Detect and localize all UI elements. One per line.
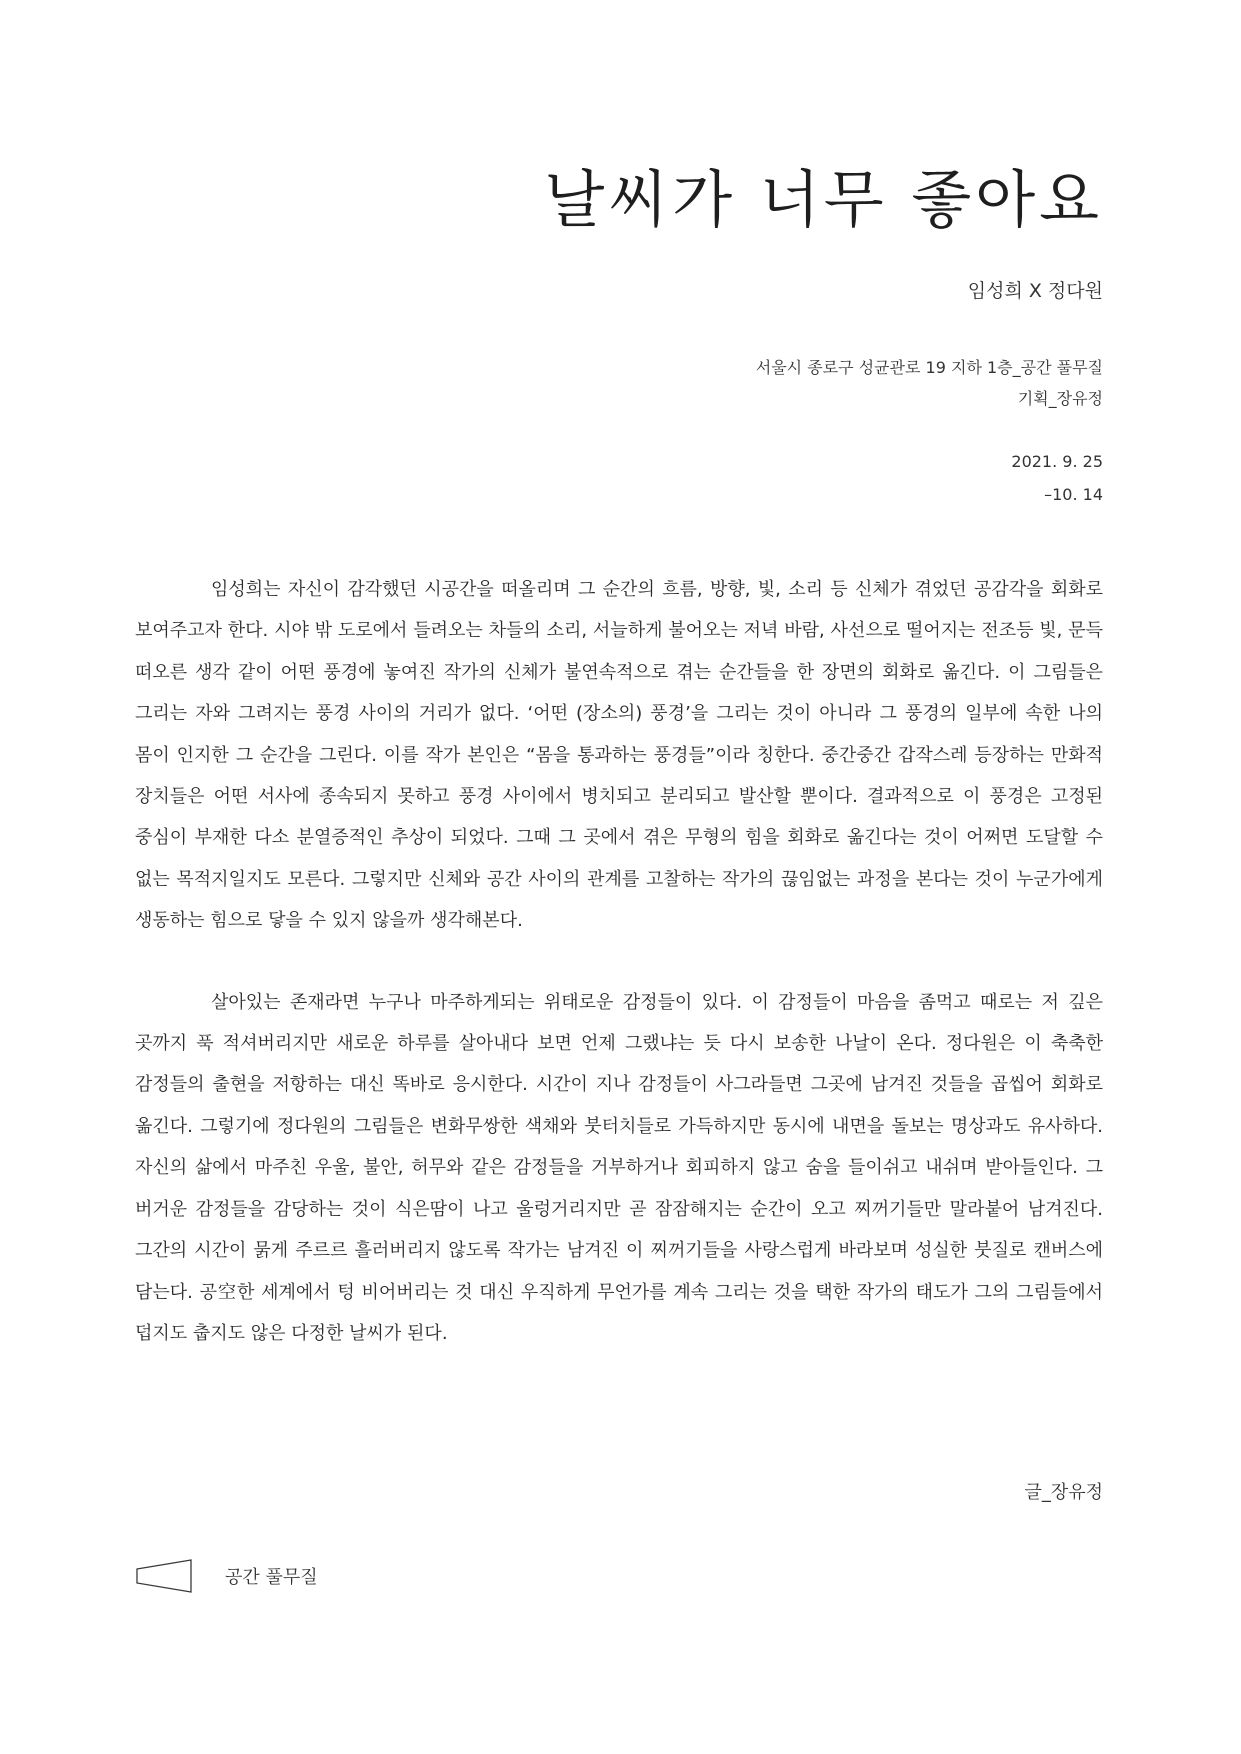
footer-space-name: 공간 풀무질	[225, 1567, 318, 1588]
curator-credit: 기획_장유정	[1017, 389, 1103, 408]
date-start: 2021. 9. 25	[1011, 452, 1103, 471]
page-title: 날씨가 너무 좋아요	[544, 163, 1103, 236]
footer	[135, 1558, 318, 1594]
exhibition-dates	[1011, 445, 1103, 511]
venue-address: 서울시 종로구 성균관로 19 지하 1층_공간 풀무질	[755, 358, 1103, 377]
artists-line: 임성희 X 정다원	[967, 280, 1103, 302]
essay-paragraph: 살아있는 존재라면 누구나 마주하게되는 위태로운 감정들이 있다. 이 감정들이 마음을 좀먹고 때로는 저 깊은 곳까지 푹 적셔버리지만 새로운 하루를 살아내다 보면 언제 그랬냐는 듯 다시 보송한 나날이 온다. 정다원은 이 축축한 감정들의 출현을 저항하는 대신 똑바로 응시한다. 시간이 지나 감정들이 사그라들면 그곳에 남겨진 것들을 곱씹어 회화로 옮긴다. 그렇기에 정다원의 그림들은 변화무쌍한 색채와 붓터치들로 가득하지만 동시에 내면을 돌보는 명상과도 유사하다. 자신의 삶에서 마주친 우울, 불안, 허무와 같은 감정들을 거부하거나 회피하지 않고 숨을 들이쉬고 내쉬며 받아들인다. 그 버거운 감정들을 감당하는 것이 식은땀이 나고 울렁거리지만 곧 잠잠해지는 순간이 오고 찌꺼기들만 말라붙어 남겨진다. 그간의 시간이 묽게 주르르 흘러버리지 않도록 작가는 남겨진 이 찌꺼기들을 사랑스럽게 바라보며 성실한 붓질로 캔버스에 담는다. 공空한 세계에서 텅 비어버리는 것 대신 우직하게 무언가를 계속 그리는 것을 택한 작가의 태도가 그의 그림들에서 덥지도 춥지도 않은 다정한 날씨가 된다.	[135, 991, 1103, 1344]
date-end: –10. 14	[1044, 485, 1103, 504]
essay-body	[135, 569, 1103, 1354]
author-signature: 글_장유정	[1024, 1482, 1103, 1503]
pulmujil-logo-icon	[135, 1558, 199, 1594]
venue-info	[756, 352, 1103, 414]
essay-paragraph: 임성희는 자신이 감각했던 시공간을 떠올리며 그 순간의 흐름, 방향, 빛, 소리 등 신체가 겪었던 공감각을 회화로 보여주고자 한다. 시야 밖 도로에서 들려오는 차들의 소리, 서늘하게 불어오는 저녁 바람, 사선으로 떨어지는 전조등 빛, 문득 떠오른 생각 같이 어떤 풍경에 놓여진 작가의 신체가 불연속적으로 겪는 순간들을 한 장면의 회화로 옮긴다. 이 그림들은 그리는 자와 그려지는 풍경 사이의 거리가 없다. ‘어떤 (장소의) 풍경’을 그리는 것이 아니라 그 풍경의 일부에 속한 나의 몸이 인지한 그 순간을 그린다. 이를 작가 본인은 “몸을 통과하는 풍경들”이라 칭한다. 중간중간 갑작스레 등장하는 만화적 장치들은 어떤 서사에 종속되지 못하고 풍경 사이에서 병치되고 분리되고 발산할 뿐이다. 결과적으로 이 풍경은 고정된 중심이 부재한 다소 분열증적인 추상이 되었다. 그때 그 곳에서 겪은 무형의 힘을 회화로 옮긴다는 것이 어쩌면 도달할 수 없는 목적지일지도 모른다. 그렇지만 신체와 공간 사이의 관계를 고찰하는 작가의 끊임없는 과정을 본다는 것이 누군가에게 생동하는 힘으로 닿을 수 있지 않을까 생각해본다.	[135, 579, 1103, 932]
